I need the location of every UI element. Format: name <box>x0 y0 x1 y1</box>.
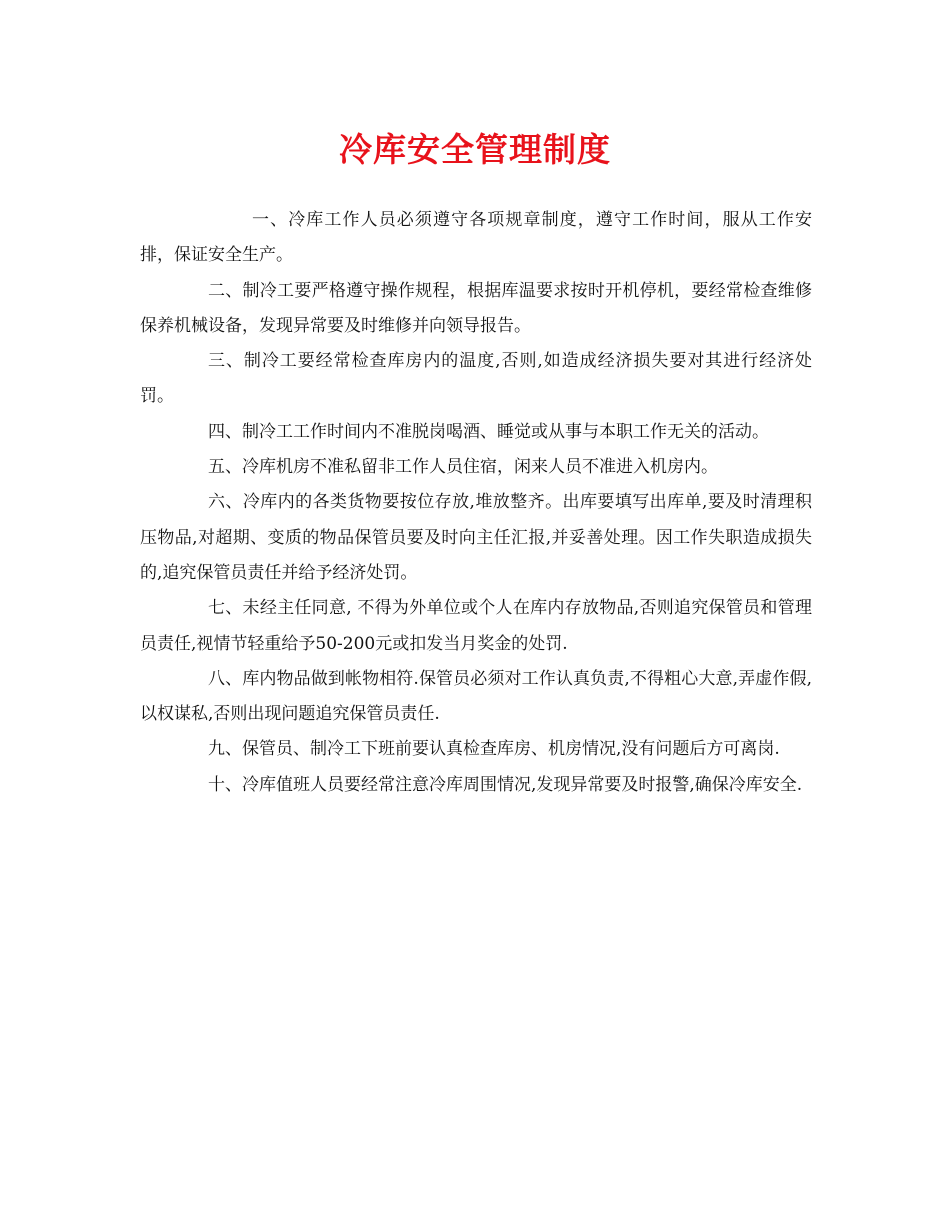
rule-paragraph-3: 三、制冷工要经常检查库房内的温度,否则,如造成经济损失要对其进行经济处罚。 <box>140 351 812 407</box>
document-body <box>140 203 812 803</box>
rule-paragraph-8: 八、库内物品做到帐物相符.保管员必须对工作认真负责,不得粗心大意,弄虚作假,以权谋私,否则出现问题追究保管员责任. <box>140 668 812 725</box>
rule-paragraph-9: 九、保管员、制冷工下班前要认真检查库房、机房情况,没有问题后方可离岗. <box>208 739 780 760</box>
rule-paragraph-1: 一、冷库工作人员必须遵守各项规章制度，遵守工作时间，服从工作安排，保证安全生产。 <box>140 210 812 266</box>
rule-paragraph-2: 二、制冷工要严格遵守操作规程，根据库温要求按时开机停机，要经常检查维修保养机械设备，发现异常要及时维修并向领导报告。 <box>140 280 812 336</box>
page-title: 冷库安全管理制度 <box>339 130 611 169</box>
rule-paragraph-5: 五、冷库机房不准私留非工作人员住宿，闲来人员不准进入机房内。 <box>208 457 718 478</box>
rule-paragraph-7: 七、未经主任同意, 不得为外单位或个人在库内存放物品,否则追究保管员和管理员责任,视情节轻重给予50-200元或扣发当月奖金的处罚. <box>140 598 812 654</box>
rule-paragraph-10: 十、冷库值班人员要经常注意冷库周围情况,发现异常要及时报警,确保冷库安全. <box>208 774 803 795</box>
rule-paragraph-4: 四、制冷工工作时间内不准脱岗喝酒、睡觉或从事与本职工作无关的活动。 <box>208 421 769 442</box>
rule-paragraph-6: 六、冷库内的各类货物要按位存放,堆放整齐。出库要填写出库单,要及时清理积压物品,对超期、变质的物品保管员要及时向主任汇报,并妥善处理。因工作失职造成损失的,追究保管员责任并给予经济处罚。 <box>140 492 812 583</box>
